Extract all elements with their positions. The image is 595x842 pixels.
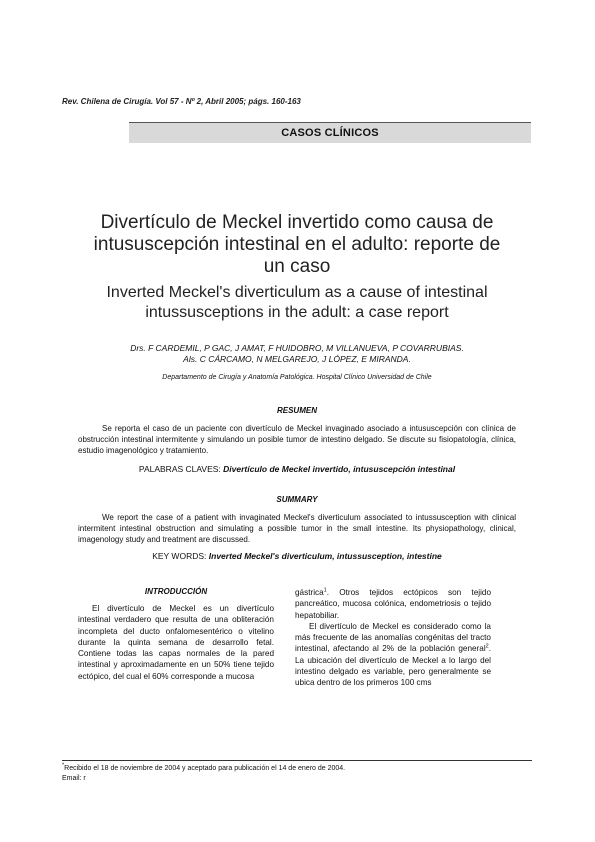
title-english	[62, 283, 532, 323]
title-spanish-line: intususcepción intestinal en el adulto: reporte de	[93, 234, 501, 255]
author-list	[62, 343, 532, 365]
author-line: Drs. F CARDEMIL, P GAC, J AMAT, F HUIDOBRO, M VILLANUEVA, P COVARRUBIAS.	[130, 343, 464, 353]
paragraph-text: El divertículo de Meckel es considerado como la más frecuente de las anomalías congénitas del tracto intestinal, afectando al 2% de la población general	[295, 621, 491, 654]
intro-paragraph: El divertículo de Meckel es un divertículo intestinal verdadero que resulta de una obliteración incompleta del ducto onfalomesentérico o vitelino durante la quinta semana de desarrollo fetal. Contiene todas las capas normales de la pared intestinal y aproximadamente en un 50% tiene tejido ectópico, del cual el 60% corresponde a mucosa	[78, 604, 274, 681]
key-words	[62, 551, 532, 561]
footnote-divider	[62, 760, 532, 761]
summary-paragraph: We report the case of a patient with invaginated Meckel's diverticulum associated to intussusception with clinical intermitent intestinal obstruction and simulating a possible tumor in the small intestine. Its physiopathology, clinical, imagenology study and treatment are discussed.	[78, 513, 516, 544]
resumen-heading: RESUMEN	[276, 406, 317, 415]
resumen-text	[78, 423, 516, 456]
title-english-line: intussusceptions in the adult: a case report	[145, 304, 449, 321]
summary-text	[78, 512, 516, 545]
journal-reference: Rev. Chilena de Cirugía. Vol 57 - Nº 2, Abril 2005; págs. 160-163	[62, 97, 301, 106]
footnote-received-text: Recibido el 18 de noviembre de 2004 y aceptado para publicación el 14 de enero de 2004.	[64, 765, 346, 772]
affiliation: Departamento de Cirugía y Anatomía Patológica. Hospital Clínico Universidad de Chile	[162, 374, 432, 381]
resumen-paragraph: Se reporta el caso de un paciente con divertículo de Meckel invaginado asociado a intususcepción con clínica de obstrucción intestinal intermitente y simulando un posible tumor de intestino delgado. Se discute su fisiopatología, clínica, estudio imagenológico y tratamiento.	[78, 424, 516, 455]
palabras-claves	[62, 464, 532, 474]
citation-marker: 1	[323, 587, 327, 594]
title-spanish	[62, 212, 532, 278]
introduccion-heading: INTRODUCCIÓN	[144, 587, 208, 596]
summary-heading: SUMMARY	[276, 495, 318, 504]
paragraph-text: . La ubicación del divertículo de Meckel a lo largo del intestino delgado es variable, pero generalmente se ubica dentro de los primeros 100 cms	[295, 644, 491, 688]
footnote-received	[62, 762, 346, 772]
footnote-email: Email: r	[62, 775, 86, 782]
body-column-right	[295, 587, 491, 689]
paragraph-text: . Otros tejidos ectópicos son tejido pancreático, mucosa colónica, endometriosis o tejido hepatobiliar.	[295, 588, 491, 620]
key-words-terms: Inverted Meckel's diverticulum, intussusception, intestine	[208, 551, 442, 561]
section-banner	[129, 122, 531, 143]
section-title: CASOS CLÍNICOS	[281, 127, 379, 139]
palabras-claves-terms: Divertículo de Meckel invertido, intususcepción intestinal	[223, 464, 456, 474]
title-english-line: Inverted Meckel's diverticulum as a cause of intestinal	[106, 284, 488, 301]
footnote-marker: *	[62, 762, 65, 769]
intro-paragraph	[295, 587, 491, 621]
title-spanish-line: Divertículo de Meckel invertido como causa de	[100, 212, 494, 233]
body-column-left	[78, 603, 274, 682]
citation-marker: 2	[485, 643, 489, 650]
paragraph-text: gástrica	[295, 588, 324, 597]
intro-paragraph	[295, 621, 491, 689]
author-line: Als. C CÁRCAMO, N MELGAREJO, J LÓPEZ, E MIRANDA.	[183, 354, 411, 364]
key-words-label: KEY WORDS:	[152, 551, 207, 561]
palabras-claves-label: PALABRAS CLAVES:	[138, 464, 221, 474]
title-spanish-line: un caso	[263, 256, 331, 277]
